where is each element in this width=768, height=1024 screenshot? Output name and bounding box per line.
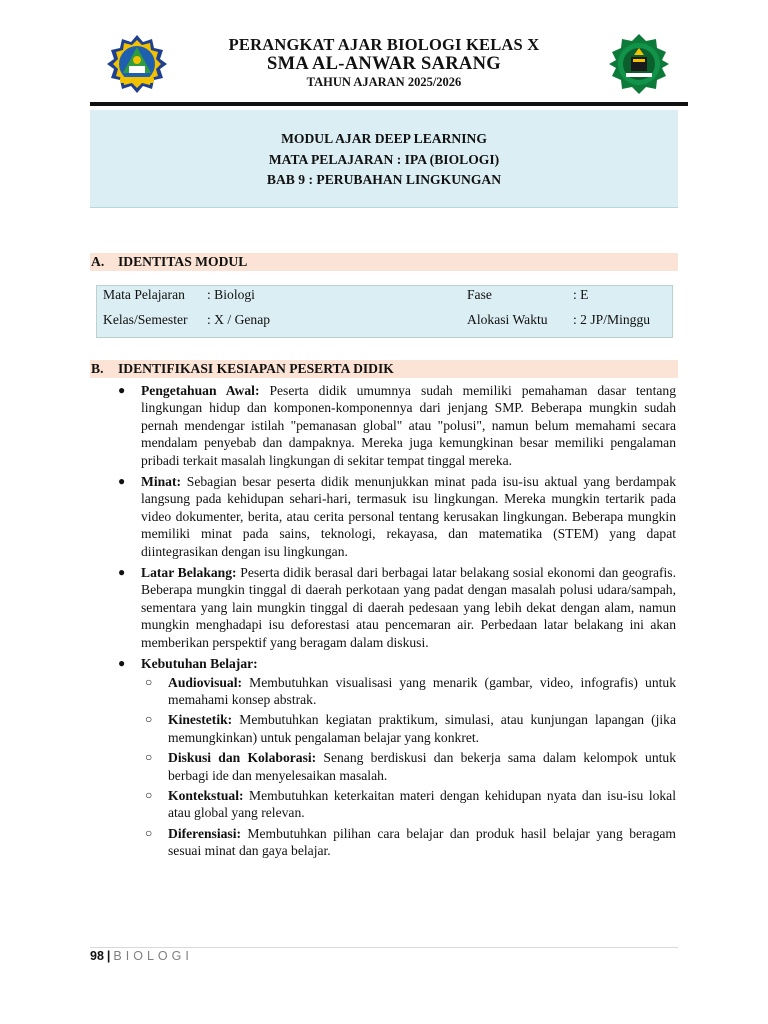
circle-bullet-icon: ○	[145, 750, 153, 765]
learning-needs-sublist	[141, 674, 676, 860]
item-text: Peserta didik berasal dari berbagai latar belakang sosial ekonomi dan geografis. Beberapa mungkin tinggal di daerah perkotaan yang padat dengan masalah polusi udara/sampah, sementara yang lain mungkin tinggal di daerah pedesaan yang lebih dekat dengan alam, namun mungkin menghadapi isu deforestasi atau pencemaran air. Perbedaan latar belakang ini akan memberikan perspektif yang beragam dalam diskusi.	[141, 565, 676, 650]
item-term: Kebutuhan Belajar:	[141, 656, 258, 672]
identity-value: : X / Genap	[207, 312, 271, 327]
identity-label: Alokasi Waktu	[467, 312, 548, 327]
item-term: Pengetahuan Awal:	[141, 383, 260, 398]
item-term: Minat:	[141, 474, 182, 490]
section-a-title: IDENTITAS MODUL	[118, 254, 248, 269]
footer-label: BIOLOGI	[113, 949, 193, 963]
identity-label: Mata Pelajaran	[103, 287, 185, 302]
sub-text: Membutuhkan pilihan cara belajar dan produk hasil belajar yang beragam sesuai minat dan gaya belajar.	[168, 825, 676, 859]
circle-bullet-icon: ○	[145, 674, 153, 689]
sublist-item	[118, 749, 676, 784]
circle-bullet-icon: ○	[145, 825, 153, 840]
sublist-item	[118, 787, 676, 822]
circle-bullet-icon: ○	[145, 787, 153, 802]
header-title: PERANGKAT AJAR BIOLOGI KELAS X	[228, 35, 540, 54]
list-item	[118, 564, 676, 651]
sub-text: Membutuhkan visualisasi yang menarik (gambar, video, infografis) untuk memahami konsep abstrak.	[168, 674, 676, 707]
bullet-icon: ●	[118, 656, 126, 671]
bullet-icon: ●	[118, 565, 126, 580]
foundation-emblem-icon	[608, 33, 670, 95]
page-footer	[90, 949, 193, 963]
list-item	[118, 382, 676, 469]
chapter-title: BAB 9 : PERUBAHAN LINGKUNGAN	[266, 172, 502, 187]
bullet-icon: ●	[118, 474, 126, 489]
module-title-box	[90, 110, 678, 208]
section-b-heading	[90, 360, 678, 378]
school-name: SMA AL-ANWAR SARANG	[267, 54, 501, 74]
item-text: Peserta didik umumnya sudah memiliki pemahaman dasar tentang lingkungan hidup dan komponen-komponennya dari jenjang SMP. Beberapa mungkin sudah pernah mendengar istilah "pemanasan global" atau "polusi", namun belum memahami secara mendalam penyebab dan dampaknya. Mereka juga kemungkinan besar memiliki pengalaman pribadi terkait masalah lingkungan di sekitar tempat tinggal mereka.	[141, 383, 676, 468]
list-item	[118, 655, 676, 859]
header-divider	[90, 102, 688, 106]
readiness-list	[118, 382, 676, 864]
identity-label: Kelas/Semester	[103, 312, 188, 327]
circle-bullet-icon: ○	[145, 712, 153, 727]
sub-term: Kinestetik:	[168, 712, 233, 728]
subject-title: MATA PELAJARAN : IPA (BIOLOGI)	[268, 151, 500, 167]
list-item	[118, 473, 676, 560]
footer-divider	[90, 947, 678, 948]
academic-year: TAHUN AJARAN 2025/2026	[306, 75, 462, 89]
sublist-item	[118, 711, 676, 746]
document-header	[160, 35, 608, 90]
sub-text: Membutuhkan kegiatan praktikum, simulasi, atau kunjungan lapangan (jika memungkinkan) untuk pengalaman belajar yang konkret.	[168, 712, 676, 745]
sub-text: Membutuhkan keterkaitan materi dengan kehidupan nyata dan isu-isu lokal atau global yang relevan.	[168, 787, 676, 821]
sub-text: Senang berdiskusi dan bekerja sama dalam kelompok untuk berbagi ide dan menyelesaikan masalah.	[168, 750, 676, 783]
sub-term: Diferensiasi:	[168, 825, 241, 841]
module-title: MODUL AJAR DEEP LEARNING	[281, 131, 487, 146]
sub-term: Kontekstual:	[168, 787, 244, 803]
sub-term: Diskusi dan Kolaborasi:	[168, 750, 317, 766]
sublist-item	[118, 825, 676, 860]
identity-value: : Biologi	[207, 287, 255, 302]
bullet-icon: ●	[118, 383, 126, 397]
item-term: Latar Belakang:	[141, 565, 237, 581]
section-b-letter: B.	[91, 361, 104, 376]
sublist-item	[118, 674, 676, 709]
identity-value: : 2 JP/Minggu	[573, 312, 651, 327]
school-emblem-icon	[106, 33, 168, 95]
identity-value: : E	[573, 287, 589, 302]
sub-term: Audiovisual:	[168, 674, 243, 690]
item-text: Sebagian besar peserta didik menunjukkan minat pada isu-isu aktual yang berdampak langsung pada kehidupan sehari-hari, termasuk isu lingkungan. Mereka mungkin tertarik pada video dokumenter, berita, atau cerita personal tentang kerusakan lingkungan. Beberapa mungkin memiliki minat pada sains, teknologi, rekayasa, dan matematika (STEM) yang dapat diintegrasikan dengan isu lingkungan.	[141, 474, 676, 559]
footer-separator: |	[106, 949, 111, 963]
identity-label: Fase	[467, 287, 492, 302]
module-identity-table	[96, 285, 673, 338]
section-a-letter: A.	[91, 254, 105, 269]
page-number: 98	[90, 949, 104, 963]
section-a-heading	[90, 253, 678, 271]
section-b-title: IDENTIFIKASI KESIAPAN PESERTA DIDIK	[118, 361, 394, 376]
